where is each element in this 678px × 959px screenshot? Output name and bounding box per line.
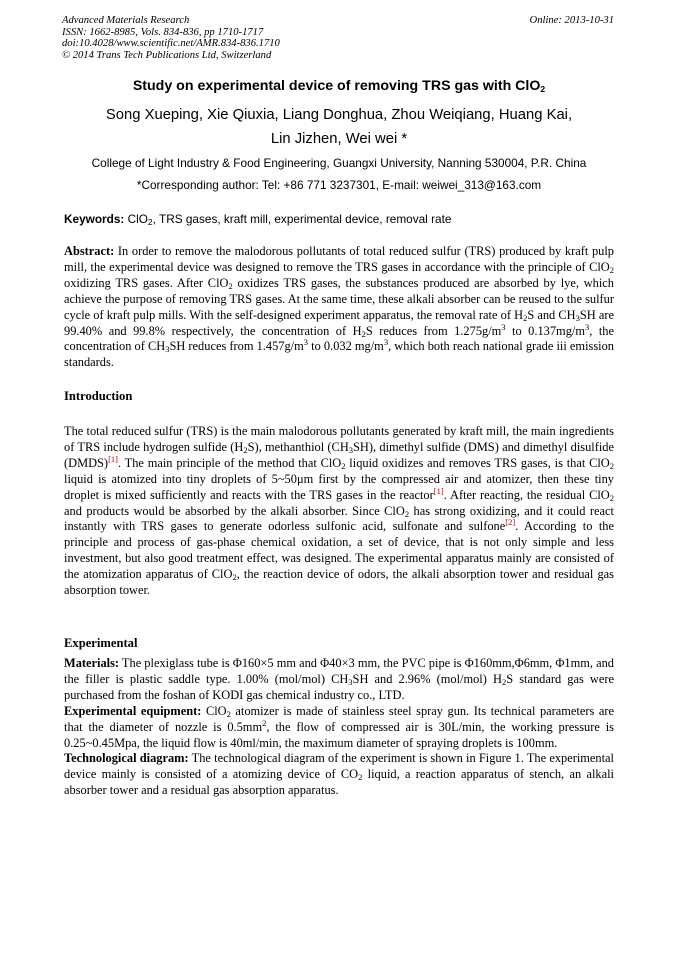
keywords: Keywords: ClO$_2$, TRS gases, kraft mill, experimental device, removal rate: [64, 212, 452, 227]
citation-1b[interactable]: [1]: [433, 485, 444, 496]
doi-line[interactable]: doi:10.4028/www.scientific.net/AMR.834-836.1710: [62, 38, 280, 50]
citation-2[interactable]: [2]: [505, 517, 516, 528]
materials-label: Materials:: [64, 656, 120, 670]
introduction-body: The total reduced sulfur (TRS) is the main malodorous pollutants generated by kraft mill, the main ingredients of TRS include hydrogen sulfide $(H_2S)$, methanthiol $(CH_3SH)$, dimethyl sulfide (DMS) and dimethyl disulfide (DMDS)[1]. The main principle of the method that ClO$_2$ liquid oxidizes and removes TRS gases, is that ClO$_2$ liquid is atomized into tiny droplets of 5~50μm first by the compressed air and atomizer, then these tiny droplet is mixed sufficiently and reacts with the TRS gases in the reactor[1]. After reacting, the residual ClO$_2$ and products would be absorbed by the alkali absorber. Since ClO$_2$ has strong oxidizing, and it could react instantly with TRS gases to generate odorless sulfonic acid, sulfonate and sulfone[2]. According to the principle and process of gas-phase chemical oxidation, a set of device, that is not only simple and less investment, but also good treatment effect, was designed. The experimental apparatus mainly are consisted of the atomization apparatus of ClO$_2$, the reaction device of odors, the alkali absorption tower and residual gas absorption tower.: [64, 424, 615, 598]
materials-paragraph: Materials: The plexiglass tube is Φ160×5 mm and Φ40×3 mm, the PVC pipe is Φ160mm,Φ6mm, Φ1mm, and the filler is plastic saddle type. 1.00% (mol/mol) $CH_3SH$ and 2.96% (mol/mol) $H_2S$ standard gas were purchased from the foshan of KODI gas chemical industry co., LTD.: [64, 656, 614, 702]
copyright-line: © 2014 Trans Tech Publications Ltd, Switzerland: [62, 49, 272, 61]
corresponding-author: *Corresponding author: Tel: +86 771 3237301, E-mail: weiwei_313@163.com: [136, 178, 542, 192]
abstract: Abstract: In order to remove the malodorous pollutants of total reduced sulfur (TRS) produced by kraft pulp mill, the experimental device was designed to remove the TRS gases in accordance with the principle of ClO$_2$ oxidizing TRS gases. After ClO$_2$ oxidizes TRS gases, the substances produced are absorbed by lye, which achieve the purpose of removing TRS gases. At the same time, these alkali absorber can be reused to the sulfur cycle of kraft pulp mills. With the self-designed experiment apparatus, the removal rate of $H_2S$ and $CH_3SH$ are 99.40% and 99.8% respectively, the concentration of $H_2S$ reduces from $1.275g/m^3$ to $0.137mg/m^3$, the concentration of $CH_3SH$ reduces from $1.457g/m^3$ to 0.032 $mg/m^3$, which both reach national grade iii emission standards.: [64, 244, 614, 370]
online-date: Online: 2013-10-31: [529, 15, 614, 26]
equipment-paragraph: Experimental equipment: ClO$_2$ atomizer is made of stainless steel spray gun. Its technical parameters are that the diameter of nozzle is $0.5mm^2$, the flow of compressed air is 30L/min, the working pressure is 0.25~0.45Mpa, the liquid flow is 40ml/min, the maximum diameter of spraying droplets is 100mm.: [64, 703, 614, 750]
author-list: [40, 103, 638, 151]
equipment-label: Experimental equipment:: [64, 703, 202, 718]
paper-title: Study on experimental device of removing TRS gas with ClO$_2$: [132, 78, 546, 94]
issn-line: ISSN: 1662-8985, Vols. 834-836, pp 1710-1717: [62, 26, 264, 38]
diagram-paragraph: Technological diagram: The technological diagram of the experiment is shown in Figure 1. The experimental device mainly is consisted of a atomizing device of $CO_2$ liquid, a reaction apparatus of stench, an alkali absorber tower and a residual gas absorption apparatus.: [64, 751, 615, 798]
citation-1[interactable]: [1]: [108, 453, 118, 464]
diagram-label: Technological diagram:: [64, 751, 189, 766]
affiliation: College of Light Industry & Food Engineering, Guangxi University, Nanning 530004, P.R. China: [91, 156, 587, 170]
authors-line-2: Lin Jizhen, Wei wei *: [270, 131, 408, 147]
abstract-label: Abstract:: [64, 244, 115, 258]
introduction-heading: Introduction: [64, 389, 133, 403]
experimental-heading: Experimental: [64, 636, 138, 650]
journal-name: Advanced Materials Research: [62, 15, 190, 26]
journal-header: [62, 15, 614, 61]
experimental-body: [64, 656, 614, 799]
authors-line-1: Song Xueping, Xie Qiuxia, Liang Donghua, Zhou Weiqiang, Huang Kai,: [105, 107, 573, 123]
keywords-label: Keywords:: [64, 212, 125, 226]
